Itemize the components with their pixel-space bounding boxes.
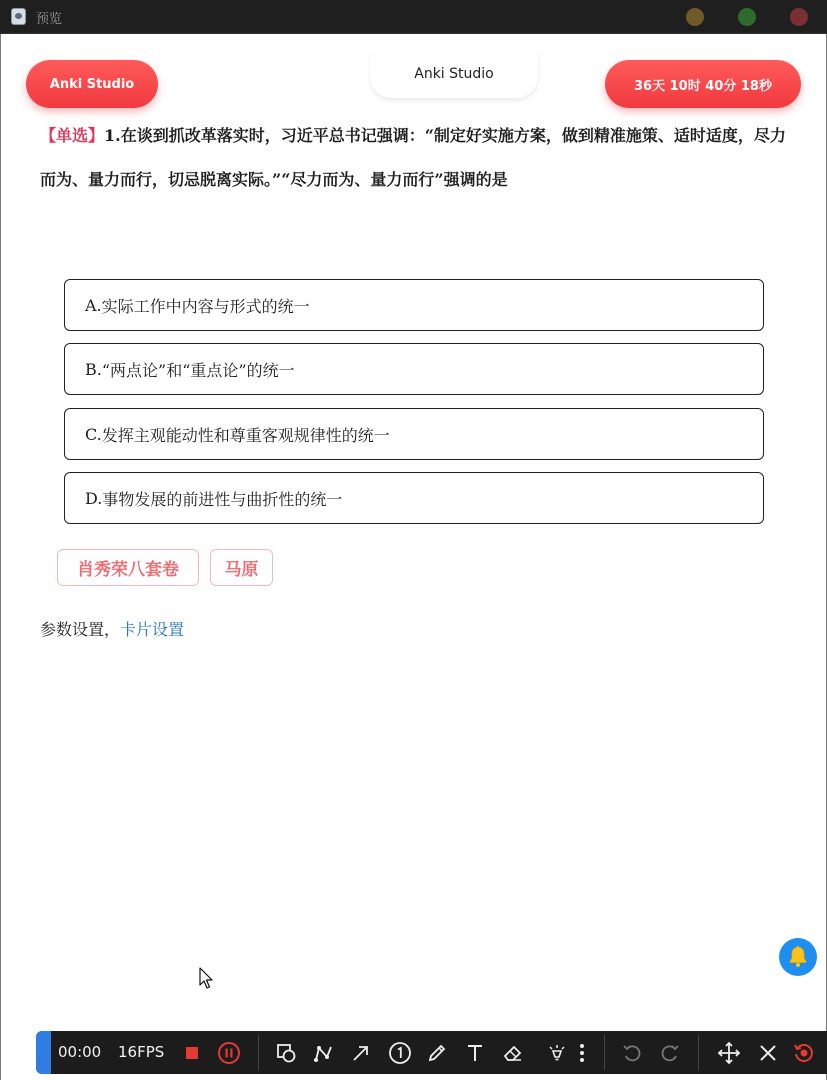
option-label: C.: [85, 424, 102, 444]
stop-button[interactable]: [179, 1040, 205, 1066]
close-toolbar-button[interactable]: [755, 1040, 781, 1066]
window-title: 预览: [36, 12, 63, 27]
toolbar-separator: [258, 1035, 259, 1070]
option-label: D.: [85, 488, 103, 508]
text-tool-button[interactable]: [462, 1040, 488, 1066]
toolbar-separator: [604, 1035, 605, 1070]
option-text: 事物发展的前进性与曲折性的统一: [102, 489, 343, 509]
toolbar-separator: [698, 1035, 699, 1070]
redo-button[interactable]: [657, 1040, 683, 1066]
shape-icon: [275, 1042, 297, 1064]
undo-button[interactable]: [619, 1040, 645, 1066]
anki-studio-button[interactable]: Anki Studio: [26, 60, 158, 108]
recorder-toolbar: [36, 1031, 827, 1074]
question-type-label: 【单选】: [40, 126, 105, 145]
maximize-button[interactable]: [738, 8, 756, 26]
settings-prefix: 参数设置，: [40, 620, 121, 639]
card-settings-link[interactable]: 卡片设置: [120, 620, 185, 639]
recording-time: 00:00: [58, 1043, 102, 1061]
redo-icon: [659, 1042, 681, 1064]
option-d[interactable]: [64, 472, 764, 524]
countdown-timer: 36天 10时 40分 18秒: [605, 60, 801, 108]
move-icon: [717, 1041, 741, 1065]
tag-chip[interactable]: 肖秀荣八套卷: [57, 549, 199, 586]
number-icon: [388, 1041, 412, 1065]
pen-tool-button[interactable]: [424, 1040, 450, 1066]
pause-icon: [217, 1041, 241, 1065]
notification-bell-button[interactable]: [779, 938, 817, 976]
spotlight-icon: [546, 1042, 568, 1064]
more-icon: [579, 1042, 585, 1064]
polyline-tool-button[interactable]: [310, 1040, 336, 1066]
option-label: B.: [85, 359, 102, 379]
option-c[interactable]: [64, 408, 764, 460]
option-a[interactable]: [64, 279, 764, 331]
undo-icon: [621, 1042, 643, 1064]
question-number: 1.: [104, 126, 121, 145]
settings-line: [40, 617, 184, 640]
restart-icon: [792, 1041, 816, 1065]
option-text: “两点论”和“重点论”的统一: [101, 360, 295, 380]
tag-chip[interactable]: 马原: [210, 549, 273, 586]
pen-icon: [426, 1042, 448, 1064]
option-text: 发挥主观能动性和尊重客观规律性的统一: [101, 425, 390, 445]
arrow-icon: [350, 1042, 372, 1064]
pause-button[interactable]: [216, 1040, 242, 1066]
eraser-icon: [502, 1042, 524, 1064]
arrow-tool-button[interactable]: [348, 1040, 374, 1066]
app-icon: [11, 8, 26, 25]
spotlight-tool-button[interactable]: [544, 1040, 570, 1066]
shape-tool-button[interactable]: [273, 1040, 299, 1066]
toolbar-drag-handle[interactable]: [36, 1031, 51, 1074]
bell-icon: [785, 944, 811, 970]
window-titlebar: [0, 0, 827, 34]
minimize-button[interactable]: [686, 8, 704, 26]
mouse-cursor-icon: [199, 967, 215, 991]
close-window-button[interactable]: [790, 8, 808, 26]
option-text: 实际工作中内容与形式的统一: [101, 296, 310, 316]
close-icon: [758, 1043, 778, 1063]
move-button[interactable]: [716, 1040, 742, 1066]
question-text: 在谈到抓改革落实时，习近平总书记强调：“制定好实施方案，做到精准施策、适时适度，尽力而为、量力而行，切忌脱离实际。”“尽力而为、量力而行”强调的是: [40, 126, 786, 189]
number-tool-button[interactable]: [387, 1040, 413, 1066]
restart-recording-button[interactable]: [791, 1040, 817, 1066]
eraser-tool-button[interactable]: [500, 1040, 526, 1066]
option-label: A.: [85, 295, 102, 315]
recording-fps: 16FPS: [118, 1043, 165, 1061]
page-title: Anki Studio: [370, 50, 538, 98]
polyline-icon: [312, 1042, 334, 1064]
text-icon: [464, 1042, 486, 1064]
option-b[interactable]: [64, 343, 764, 395]
question-stem: [40, 114, 790, 202]
stop-icon: [182, 1043, 202, 1063]
more-tools-button[interactable]: [573, 1040, 591, 1066]
